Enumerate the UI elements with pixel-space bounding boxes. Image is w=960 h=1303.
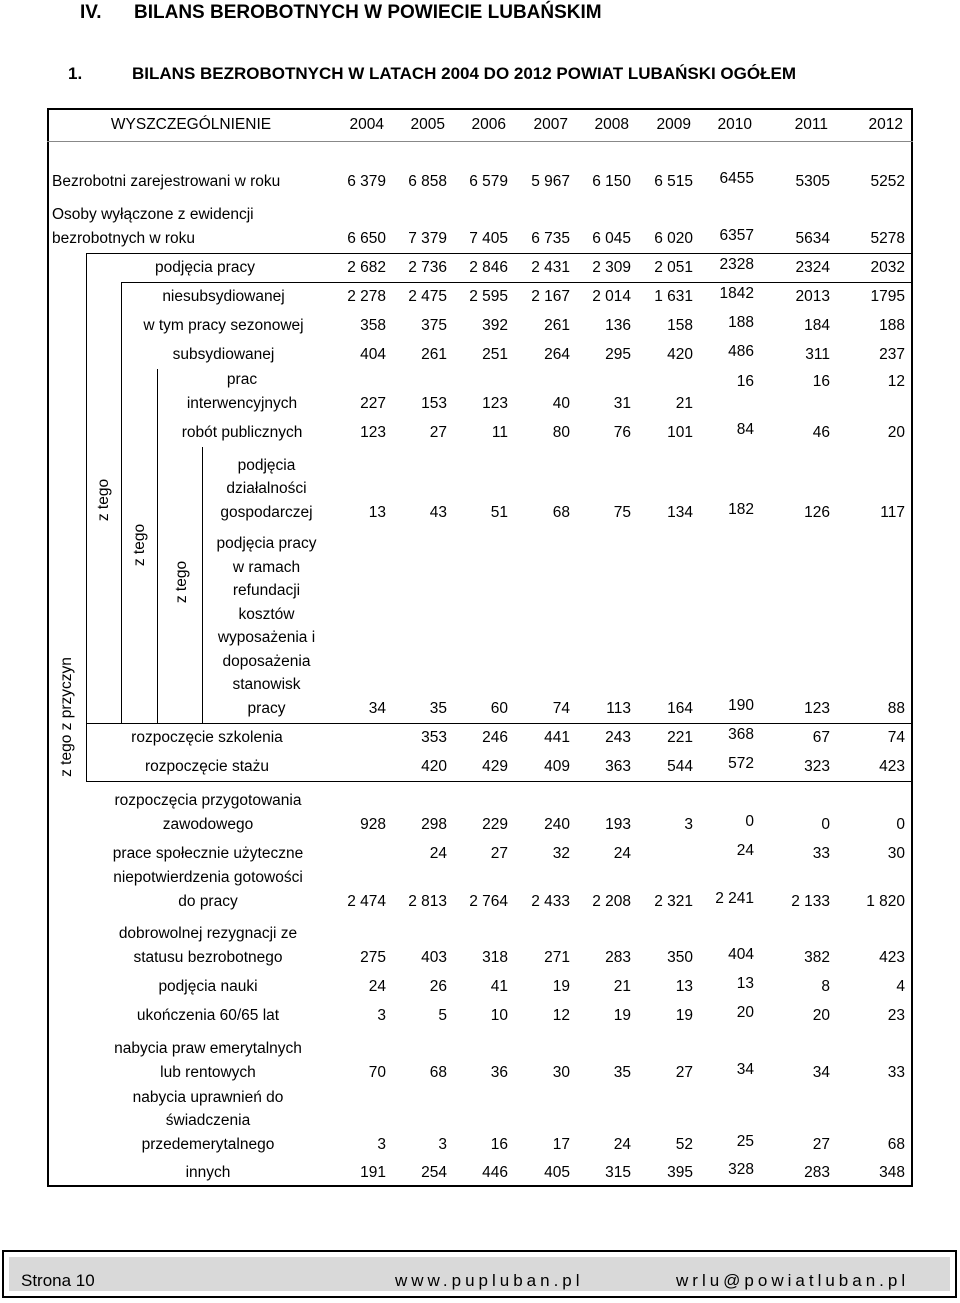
cell-value: 375 [421, 316, 447, 334]
cell-value: 20 [736, 1003, 754, 1021]
group-bottom-border [86, 723, 913, 724]
row-label [86, 975, 330, 999]
cell-value: 353 [421, 728, 447, 746]
cell-value: 21 [613, 977, 631, 995]
cell-value: 2 764 [469, 892, 508, 910]
cell-value: 101 [667, 423, 693, 441]
cell-value: 246 [482, 728, 508, 746]
cell-value: 7 379 [408, 229, 447, 247]
year-header-2007: 2007 [533, 116, 568, 133]
page-number: Strona 10 [21, 1271, 95, 1290]
cell-value: 2 846 [469, 258, 508, 276]
cell-value: 20 [812, 1006, 830, 1024]
cell-value: 3 [377, 1135, 386, 1153]
row-label [121, 726, 293, 750]
cell-value: 6 150 [592, 172, 631, 190]
cell-value: 6 379 [347, 172, 386, 190]
cell-value: 16 [490, 1135, 508, 1153]
rotated-label-of-which-3: z tego [173, 560, 190, 604]
cell-value: 5252 [870, 172, 905, 190]
row-label [86, 1161, 330, 1185]
cell-value: 275 [360, 948, 386, 966]
year-header-2010: 2010 [717, 116, 752, 133]
cell-value: 30 [552, 1063, 570, 1081]
cell-value: 2 813 [408, 892, 447, 910]
cell-value: 298 [421, 815, 447, 833]
cell-value: 264 [544, 345, 570, 363]
rotated-label-reasons: z tego z przyczyn [58, 657, 75, 777]
cell-value: 358 [360, 316, 386, 334]
cell-value: 392 [482, 316, 508, 334]
cell-value: 182 [728, 500, 754, 518]
year-header-2009: 2009 [656, 116, 691, 133]
cell-value: 74 [552, 699, 570, 717]
cell-value: 395 [667, 1163, 693, 1181]
cell-value: 34 [368, 699, 386, 717]
row-label [86, 842, 330, 866]
website-link[interactable]: www.pupluban.pl [395, 1271, 584, 1290]
cell-value: 2 241 [715, 889, 754, 907]
cell-value: 188 [728, 313, 754, 331]
cell-value: 34 [736, 1060, 754, 1078]
cell-value: 13 [675, 977, 693, 995]
cell-value: 572 [728, 754, 754, 772]
cell-value: 19 [675, 1006, 693, 1024]
row-label [86, 1037, 330, 1084]
cell-value: 24 [429, 844, 447, 862]
cell-value: 6357 [719, 226, 754, 244]
cell-value: 25 [736, 1132, 754, 1150]
row-label-line: ukończenia 60/65 lat [136, 1006, 280, 1024]
cell-value: 261 [544, 316, 570, 334]
cell-value: 404 [360, 345, 386, 363]
row-label-line: interwencyjnych [186, 394, 298, 412]
cell-value: 193 [605, 815, 631, 833]
cell-value: 7 405 [469, 229, 508, 247]
cell-value: 441 [544, 728, 570, 746]
row-label-line: prace społecznie użyteczne [112, 844, 304, 862]
row-label-line: innych [185, 1163, 231, 1181]
cell-value: 2 133 [791, 892, 830, 910]
cell-value: 134 [667, 503, 693, 521]
row-label-line: rozpoczęcia przygotowania [114, 792, 302, 809]
row-label-line: bezrobotnych w roku [52, 229, 196, 247]
cell-value: 136 [605, 316, 631, 334]
row-label-line: refundacji [232, 582, 301, 599]
row-label-line: nabycia uprawnień do [132, 1088, 284, 1106]
cell-value: 68 [887, 1135, 905, 1153]
cell-value: 17 [552, 1135, 570, 1153]
year-header-2008: 2008 [594, 116, 629, 133]
cell-value: 40 [552, 394, 570, 412]
cell-value: 5 967 [531, 172, 570, 190]
chapter-number: IV. [80, 2, 102, 23]
cell-value: 35 [613, 1063, 631, 1081]
row-label-line: Bezrobotni zarejestrowani w roku [52, 172, 281, 190]
cell-value: 113 [606, 699, 631, 717]
cell-value: 24 [613, 1135, 631, 1153]
cell-value: 0 [821, 815, 830, 833]
cell-value: 19 [613, 1006, 631, 1024]
cell-value: 423 [879, 757, 905, 775]
row-label-line: wyposażenia i [217, 629, 316, 646]
row-label-line: niesubsydiowanej [162, 287, 285, 305]
cell-value: 2 736 [408, 258, 447, 276]
row-label [160, 368, 324, 415]
cell-value: 0 [745, 812, 754, 830]
cell-value: 261 [421, 345, 447, 363]
row-label [52, 170, 325, 194]
row-label-line: rozpoczęcie szkolenia [131, 728, 283, 746]
row-label-line: zawodowego [162, 815, 254, 833]
cell-value: 348 [879, 1163, 905, 1181]
cell-value: 5278 [870, 229, 905, 247]
cell-value: 6 515 [654, 172, 693, 190]
year-header-2006: 2006 [471, 116, 506, 133]
row-label-line: do pracy [178, 892, 238, 910]
cell-value: 68 [429, 1063, 447, 1081]
row-label [121, 755, 293, 779]
cell-value: 404 [728, 945, 754, 963]
group-outer-bottom-border [86, 781, 913, 782]
row-label-line: stanowisk [232, 676, 301, 693]
cell-value: 126 [804, 503, 830, 521]
cell-value: 12 [887, 373, 905, 390]
cell-value: 60 [490, 699, 508, 717]
cell-value: 2 595 [469, 287, 508, 305]
cell-value: 350 [667, 948, 693, 966]
cell-value: 3 [684, 815, 693, 833]
cell-value: 75 [613, 503, 631, 521]
cell-value: 123 [804, 699, 830, 717]
cell-value: 363 [605, 757, 631, 775]
cell-value: 10 [490, 1006, 508, 1024]
row-label-line: działalności [226, 480, 307, 497]
cell-value: 420 [667, 345, 693, 363]
cell-value: 328 [728, 1160, 754, 1178]
cell-value: 311 [805, 345, 830, 363]
cell-value: 409 [544, 757, 570, 775]
cell-value: 23 [887, 1006, 905, 1024]
cell-value: 2 309 [592, 258, 631, 276]
cell-value: 6 735 [531, 229, 570, 247]
cell-value: 221 [667, 728, 693, 746]
cell-value: 323 [804, 757, 830, 775]
row-label-line: dobrowolnej rezygnacji ze [118, 925, 298, 942]
row-label-line: świadczenia [165, 1112, 251, 1129]
year-header-2005: 2005 [410, 116, 445, 133]
cell-value: 318 [482, 948, 508, 966]
cell-value: 3 [377, 1006, 386, 1024]
cell-value: 8 [821, 977, 830, 995]
cell-value: 27 [429, 423, 447, 441]
cell-value: 51 [490, 503, 508, 521]
group-border-l1 [121, 282, 122, 723]
cell-value: 2 167 [531, 287, 570, 305]
cell-value: 13 [368, 503, 386, 521]
cell-value: 2 014 [592, 287, 631, 305]
row-label-line: robót publicznych [181, 423, 303, 441]
email-link[interactable]: wrlu@powiatluban.pl [676, 1271, 910, 1290]
cell-value: 33 [812, 844, 830, 862]
cell-value: 16 [736, 373, 754, 390]
cell-value: 254 [421, 1163, 447, 1181]
cell-value: 251 [482, 345, 508, 363]
cell-value: 544 [667, 757, 693, 775]
cell-value: 2 208 [592, 892, 631, 910]
cell-value: 446 [482, 1163, 508, 1181]
section-heading [68, 64, 796, 84]
group-border-l2 [157, 369, 158, 723]
rotated-label-of-which-1: z tego [95, 478, 112, 522]
cell-value: 6 045 [592, 229, 631, 247]
row-label-line: lub rentowych [160, 1063, 256, 1081]
cell-value: 2 431 [531, 258, 570, 276]
row-label [202, 532, 331, 720]
cell-value: 1 820 [866, 892, 905, 910]
year-header-2012: 2012 [868, 116, 903, 133]
cell-value: 76 [613, 423, 631, 441]
cell-value: 30 [887, 844, 905, 862]
row-label [86, 866, 330, 913]
cell-value: 295 [605, 345, 631, 363]
year-header-2004: 2004 [349, 116, 384, 133]
cell-value: 283 [804, 1163, 830, 1181]
cell-value: 237 [879, 345, 905, 363]
cell-value: 368 [728, 725, 754, 743]
row-label-line: niepotwierdzenia gotowości [113, 869, 303, 886]
cell-value: 74 [887, 728, 905, 746]
cell-value: 164 [667, 699, 693, 717]
cell-value: 2 474 [347, 892, 386, 910]
chapter-heading [80, 2, 602, 24]
cell-value: 227 [360, 394, 386, 412]
cell-value: 16 [812, 373, 830, 390]
cell-value: 188 [879, 316, 905, 334]
rotated-label-of-which-2: z tego [131, 523, 148, 567]
cell-value: 24 [736, 841, 754, 859]
cell-value: 70 [368, 1063, 386, 1081]
cell-value: 36 [490, 1063, 508, 1081]
cell-value: 2 051 [654, 258, 693, 276]
row-label-line: podjęcia nauki [158, 977, 258, 995]
cell-value: 3 [438, 1135, 447, 1153]
cell-value: 11 [491, 423, 508, 441]
row-label-line: podjęcia pracy [216, 535, 317, 552]
cell-value: 0 [896, 815, 905, 833]
row-label-line: przedemerytalnego [141, 1135, 275, 1153]
cell-value: 123 [360, 423, 386, 441]
cell-value: 24 [368, 977, 386, 995]
row-label [125, 285, 322, 309]
cell-value: 84 [736, 420, 754, 438]
cell-value: 190 [728, 696, 754, 714]
cell-value: 41 [490, 977, 508, 995]
cell-value: 229 [482, 815, 508, 833]
cell-value: 27 [812, 1135, 830, 1153]
row-label-line: prac [226, 371, 258, 388]
cell-value: 33 [887, 1063, 905, 1081]
cell-value: 32 [552, 844, 570, 862]
cell-value: 19 [552, 977, 570, 995]
cell-value: 31 [613, 394, 631, 412]
cell-value: 403 [421, 948, 447, 966]
cell-value: 6455 [719, 169, 754, 187]
cell-value: 2032 [870, 258, 905, 276]
cell-value: 405 [544, 1163, 570, 1181]
cell-value: 27 [490, 844, 508, 862]
row-label [52, 203, 325, 250]
cell-value: 420 [421, 757, 447, 775]
cell-value: 43 [429, 503, 447, 521]
cell-value: 429 [482, 757, 508, 775]
cell-value: 35 [429, 699, 447, 717]
cell-value: 13 [736, 974, 754, 992]
row-label-line: Osoby wyłączone z ewidencji [52, 206, 254, 223]
row-label-line: nabycia praw emerytalnych [114, 1040, 302, 1057]
cell-value: 21 [675, 394, 693, 412]
cell-value: 2 475 [408, 287, 447, 305]
row-label [86, 1086, 330, 1157]
section-number: 1. [68, 64, 83, 83]
cell-value: 271 [544, 948, 570, 966]
cell-value: 4 [896, 977, 905, 995]
cell-value: 52 [675, 1135, 693, 1153]
cell-value: 382 [804, 948, 830, 966]
cell-value: 12 [552, 1006, 570, 1024]
year-header-2011: 2011 [794, 116, 828, 133]
cell-value: 20 [887, 423, 905, 441]
cell-value: 928 [360, 815, 386, 833]
row-label [86, 256, 324, 280]
row-label-line: subsydiowanej [172, 345, 275, 363]
cell-value: 240 [544, 815, 570, 833]
cell-value: 1842 [719, 284, 754, 302]
cell-value: 34 [812, 1063, 830, 1081]
cell-value: 6 858 [408, 172, 447, 190]
cell-value: 123 [482, 394, 508, 412]
page-footer [2, 1250, 957, 1298]
cell-value: 158 [667, 316, 693, 334]
row-label-line: w tym pracy sezonowej [143, 316, 304, 334]
cell-value: 283 [605, 948, 631, 966]
row-label [202, 454, 331, 525]
row-label [125, 314, 322, 338]
cell-value: 27 [675, 1063, 693, 1081]
row-label-line: statusu bezrobotnego [133, 948, 283, 966]
row-label-line: w ramach [232, 558, 301, 576]
cell-value: 486 [728, 342, 754, 360]
group-l1-top-border [121, 282, 913, 283]
section-title: BILANS BEZROBOTNYCH W LATACH 2004 DO 2012 POWIAT LUBAŃSKI OGÓŁEM [132, 64, 796, 83]
cell-value: 2 278 [347, 287, 386, 305]
group-border-outer [86, 253, 87, 781]
cell-value: 24 [613, 844, 631, 862]
cell-value: 67 [812, 728, 830, 746]
row-label-line: rozpoczęcie stażu [144, 757, 270, 775]
header-divider [47, 141, 913, 142]
row-label-line: pracy [247, 699, 286, 717]
row-label [86, 922, 330, 969]
cell-value: 2 433 [531, 892, 570, 910]
group-top-border [86, 253, 913, 254]
row-label-line: gospodarczej [220, 503, 313, 521]
cell-value: 6 579 [469, 172, 508, 190]
cell-value: 2 321 [654, 892, 693, 910]
row-label [86, 789, 330, 836]
cell-value: 153 [421, 394, 447, 412]
cell-value: 80 [552, 423, 570, 441]
cell-value: 68 [552, 503, 570, 521]
cell-value: 2324 [795, 258, 830, 276]
cell-value: 88 [887, 699, 905, 717]
chapter-title: BILANS BEROBOTNYCH W POWIECIE LUBAŃSKIM [134, 2, 602, 23]
row-label-line: doposażenia [222, 652, 311, 670]
cell-value: 191 [360, 1163, 386, 1181]
cell-value: 184 [804, 316, 830, 334]
cell-value: 5305 [795, 172, 830, 190]
row-label-line: kosztów [238, 605, 295, 623]
cell-value: 423 [879, 948, 905, 966]
row-label-line: podjęcia [237, 456, 296, 474]
cell-value: 315 [605, 1163, 631, 1181]
row-label [160, 421, 324, 445]
cell-value: 6 020 [654, 229, 693, 247]
row-label-line: podjęcia pracy [155, 258, 255, 276]
cell-value: 5 [438, 1006, 447, 1024]
cell-value: 1 631 [654, 287, 693, 305]
cell-value: 2328 [719, 255, 754, 273]
cell-value: 2013 [795, 287, 830, 305]
cell-value: 6 650 [347, 229, 386, 247]
cell-value: 2 682 [347, 258, 386, 276]
cell-value: 26 [429, 977, 447, 995]
cell-value: 1795 [870, 287, 905, 305]
cell-value: 117 [880, 503, 905, 521]
row-label [125, 343, 322, 367]
row-label [86, 1004, 330, 1028]
cell-value: 46 [812, 423, 830, 441]
table-header-label: WYSZCZEGÓLNIENIE [110, 116, 272, 133]
cell-value: 5634 [795, 229, 830, 247]
cell-value: 243 [605, 728, 631, 746]
